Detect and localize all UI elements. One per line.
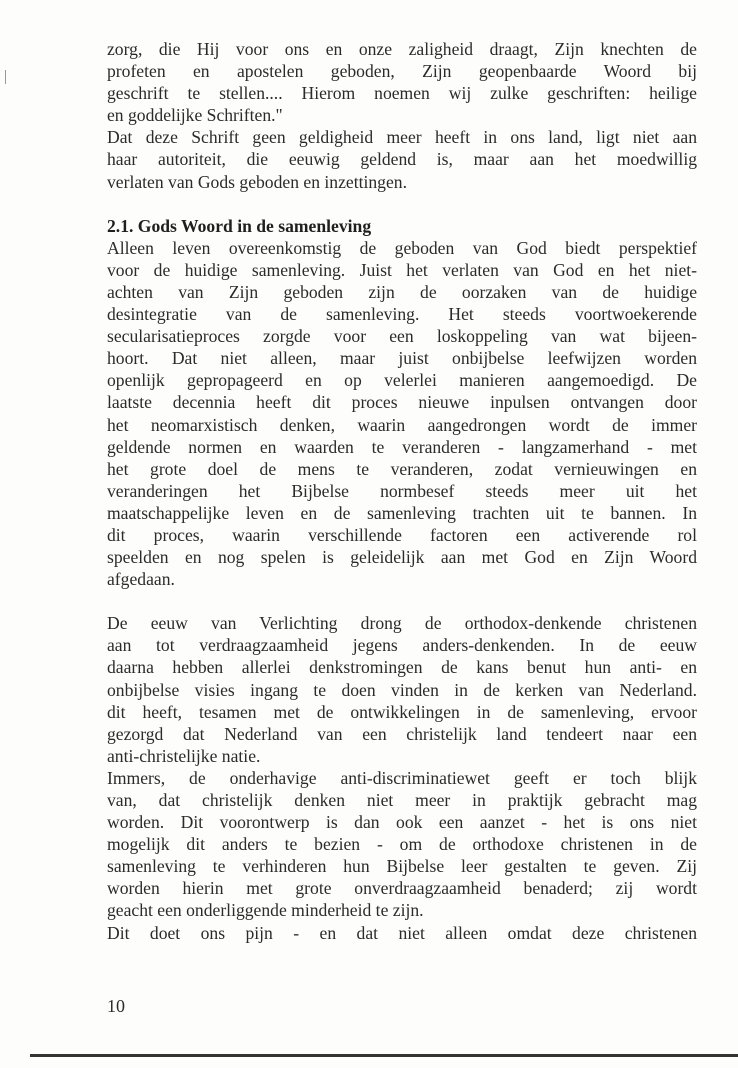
text-line: achten van Zijn geboden zijn de oorzaken van de huidige xyxy=(107,281,697,302)
paragraph-4 xyxy=(107,612,697,767)
body-text xyxy=(107,38,697,944)
text-line: van, dat christelijk denken niet meer in praktijk gebracht mag xyxy=(107,790,697,810)
text-line: dit heeft, tesamen met de ontwikkelingen in de samenleving, ervoor xyxy=(107,701,697,722)
text-line: desintegratie van de samenleving. Het steeds voortwoekerende xyxy=(107,304,697,325)
text-line: haar autoriteit, die eeuwig geldend is, maar aan het moedwillig xyxy=(107,149,697,170)
margin-mark xyxy=(5,70,6,84)
text-line: afgedaan. xyxy=(107,569,175,590)
text-line: het neomarxistisch denken, waarin aangedrongen wordt de immer xyxy=(107,414,697,435)
page-number: 10 xyxy=(107,996,125,1016)
text-line: Dat deze Schrift geen geldigheid meer heeft in ons land, ligt niet aan xyxy=(107,127,697,148)
text-line: hoort. Dat niet alleen, maar juist onbijbelse leefwijzen worden xyxy=(107,348,697,369)
text-line: Immers, de onderhavige anti-discriminatiewet geeft er toch blijk xyxy=(107,767,697,788)
text-line: profeten en apostelen geboden, Zijn geopenbaarde Woord bij xyxy=(107,61,697,82)
text-line: anti-christelijke natie. xyxy=(107,745,261,766)
text-line: mogelijk dit anders te bezien - om de orthodoxe christenen in de xyxy=(107,834,697,855)
paragraph-3 xyxy=(107,237,697,591)
text-line: openlijk gepropageerd en op velerlei manieren aangemoedigd. De xyxy=(107,370,697,391)
text-line: worden hierin met grote onverdraagzaamheid benaderd; zij wordt xyxy=(107,878,697,899)
text-line: De eeuw van Verlichting drong de orthodox-denkende christenen xyxy=(107,613,697,634)
text-line: voor de huidige samenleving. Juist het verlaten van God en het niet- xyxy=(107,259,697,280)
text-line: onbijbelse visies ingang te doen vinden in de kerken van Nederland. xyxy=(107,679,697,700)
text-line: speelden en nog spelen is geleidelijk aan met God en Zijn Woord xyxy=(107,547,697,568)
paragraph-2 xyxy=(107,126,697,192)
text-line: en goddelijke Schriften." xyxy=(107,105,283,126)
text-line: veranderingen het Bijbelse normbesef steeds meer uit het xyxy=(107,480,697,501)
text-line: Dit doet ons pijn - en dat niet alleen omdat deze christenen xyxy=(107,922,697,943)
text-line: aan tot verdraagzaamheid jegens anders-denkenden. In de eeuw xyxy=(107,635,697,656)
spacer xyxy=(107,590,697,612)
text-line: verlaten van Gods geboden en inzettingen. xyxy=(107,171,407,192)
text-line: dit proces, waarin verschillende factoren een activerende rol xyxy=(107,524,697,545)
text-line: secularisatieproces zorgde voor een loskoppeling van wat bijeen- xyxy=(107,326,697,347)
text-line: maatschappelijke leven en de samenleving trachten uit te bannen. In xyxy=(107,502,697,523)
section-heading: 2.1. Gods Woord in de samenleving xyxy=(107,215,372,236)
text-line: samenleving te verhinderen hun Bijbelse leer gestalten te geven. Zij xyxy=(107,856,697,877)
text-line: laatste decennia heeft dit proces nieuwe inpulsen ontvangen door xyxy=(107,392,697,413)
text-line: geschrift te stellen.... Hierom noemen wij zulke geschriften: heilige xyxy=(107,83,697,104)
text-line: daarna hebben allerlei denkstromingen de kans benut hun anti- en xyxy=(107,657,697,678)
text-line: het grote doel de mens te veranderen, zodat vernieuwingen en xyxy=(107,458,697,479)
spacer xyxy=(107,193,697,215)
text-line: gezorgd dat Nederland van een christelijk land tendeert naar een xyxy=(107,723,697,744)
paragraph-6 xyxy=(107,922,697,944)
text-line: zorg, die Hij voor ons en onze zaligheid draagt, Zijn knechten de xyxy=(107,39,697,59)
bottom-rule xyxy=(30,1054,738,1057)
text-line: worden. Dit voorontwerp is dan ook een aanzet - het is ons niet xyxy=(107,812,697,833)
text-line: Alleen leven overeenkomstig de geboden van God biedt perspektief xyxy=(107,237,697,258)
text-line: geldende normen en waarden te veranderen - langzamerhand - met xyxy=(107,436,697,457)
paragraph-1 xyxy=(107,38,697,126)
text-line: geacht een onderliggende minderheid te zijn. xyxy=(107,900,424,921)
paragraph-5 xyxy=(107,767,697,922)
